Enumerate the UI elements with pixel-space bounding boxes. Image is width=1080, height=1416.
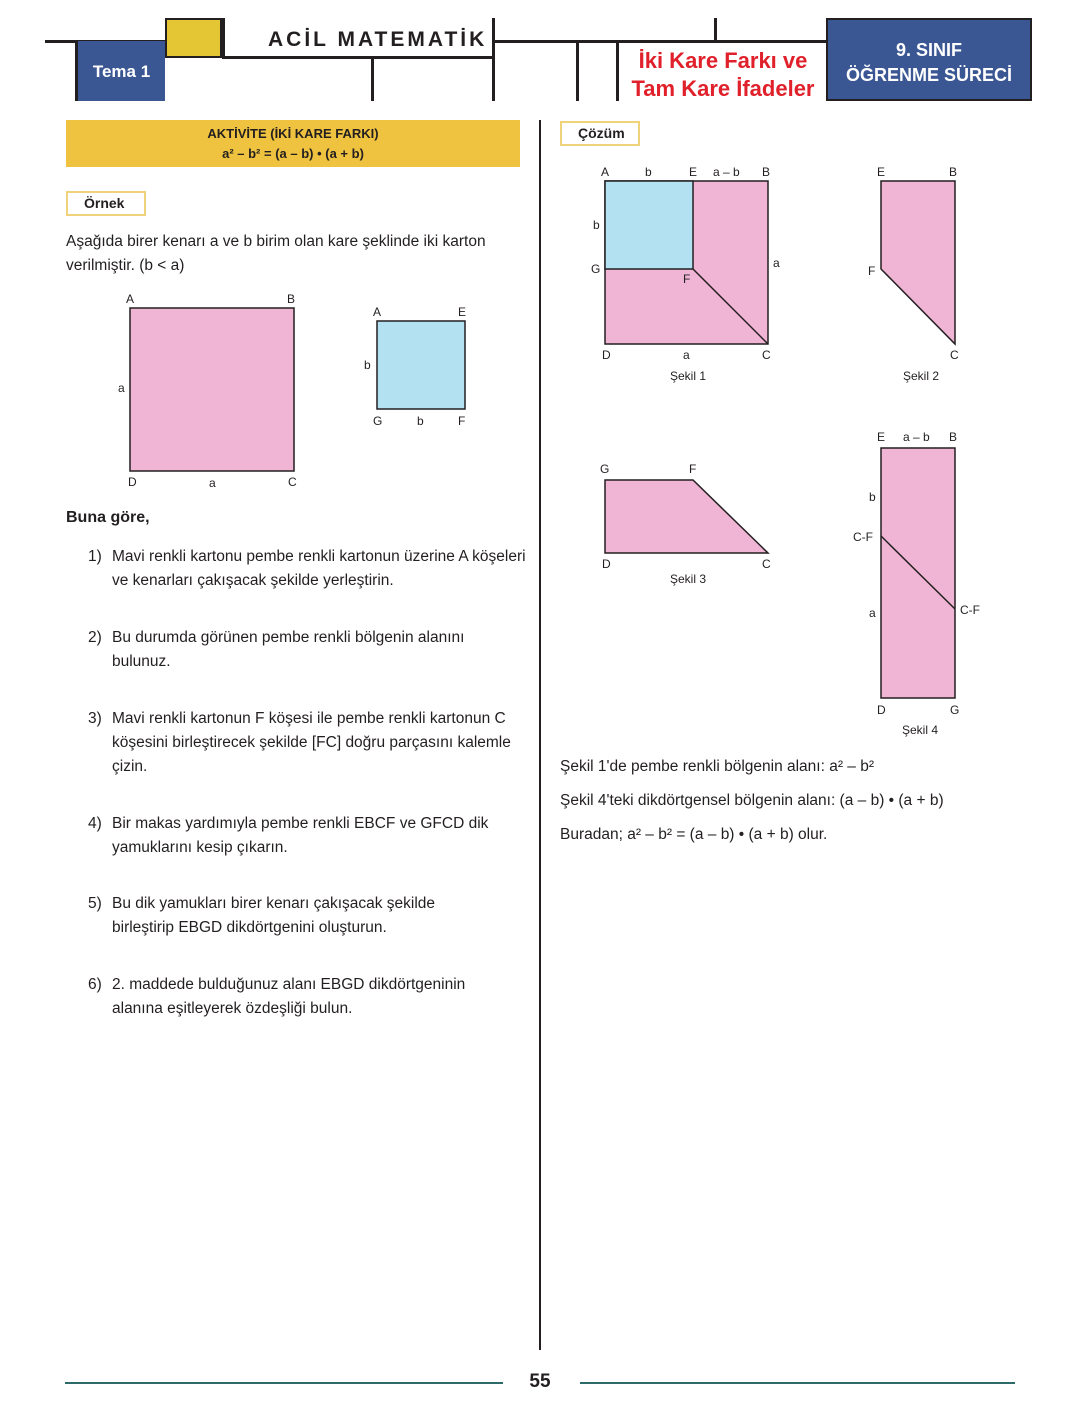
label: b xyxy=(364,358,371,372)
label: b xyxy=(645,165,652,179)
caption: Şekil 3 xyxy=(670,572,707,586)
label: a xyxy=(869,606,876,620)
label: C xyxy=(950,348,959,362)
item-number: 4) xyxy=(88,815,102,832)
caption: Şekil 4 xyxy=(902,723,939,737)
label: B xyxy=(762,165,771,179)
item-number: 5) xyxy=(88,895,102,912)
intro-line: Aşağıda birer kenarı a ve b birim olan kare şeklinde iki karton xyxy=(66,233,486,250)
title-line: İki Kare Farkı ve xyxy=(638,48,808,73)
label: G xyxy=(950,703,960,717)
label: F xyxy=(458,414,466,428)
label: C-F xyxy=(853,530,873,544)
page-number: 55 xyxy=(529,1371,551,1392)
label: D xyxy=(602,557,611,571)
label: a xyxy=(773,256,780,270)
label: C xyxy=(762,348,771,362)
item-number: 2) xyxy=(88,629,102,646)
figure-4 xyxy=(853,430,980,737)
label: C-F xyxy=(960,603,980,617)
pink-square xyxy=(130,308,294,471)
label: E xyxy=(877,165,886,179)
label: a xyxy=(209,476,216,490)
title-line: Tam Kare İfadeler xyxy=(631,76,815,101)
item-text: 2. maddede bulduğunuz alanı EBGD dikdörtgeninin alanına eşitleyerek özdeşliği bulun. xyxy=(112,976,466,1017)
solution-line-3: Buradan; a² – b² = (a – b) • (a + b) olur. xyxy=(560,826,828,843)
caption: Şekil 1 xyxy=(670,369,707,383)
footer-rule xyxy=(65,1382,503,1384)
blue-square-figure xyxy=(364,305,466,428)
grade-line: ÖĞRENME SÜRECİ xyxy=(845,65,1013,85)
solution-label: Çözüm xyxy=(560,121,640,146)
item-number: 1) xyxy=(88,548,102,565)
figure-3 xyxy=(600,462,771,586)
figure-2 xyxy=(868,165,959,383)
example-label: Örnek xyxy=(66,191,146,216)
item-number: 3) xyxy=(88,710,102,727)
label: B xyxy=(949,165,958,179)
tema-label: Tema 1 xyxy=(75,41,165,101)
label: E xyxy=(689,165,698,179)
item-text: Mavi renkli kartonun F köşesi ile pembe renkli kartonun C köşesini birleştirecek şekilde [FC] doğru parçasını kalemle çizin. xyxy=(112,710,511,775)
label: a xyxy=(118,381,125,395)
label: A xyxy=(126,292,135,306)
label: D xyxy=(602,348,611,362)
solution-line-1: Şekil 1'de pembe renkli bölgenin alanı: a² – b² xyxy=(560,758,875,775)
label: E xyxy=(458,305,467,319)
grade-line: 9. SINIF xyxy=(895,40,962,60)
blue-region xyxy=(605,181,693,269)
figure-1 xyxy=(591,165,780,383)
label: G xyxy=(373,414,383,428)
item-text: Bu dik yamukları birer kenarı çakışacak şekilde birleştirip EBGD dikdörtgenini oluşturun. xyxy=(112,895,436,936)
label: A xyxy=(373,305,382,319)
pink-square-figure xyxy=(118,292,297,490)
footer-rule xyxy=(580,1382,1015,1384)
trapezoid-gfcd xyxy=(605,480,768,553)
activity-formula: a² – b² = (a – b) • (a + b) xyxy=(222,146,364,161)
label: F xyxy=(683,272,691,286)
label: G xyxy=(591,262,601,276)
label: b xyxy=(593,218,600,232)
item-number: 6) xyxy=(88,976,102,993)
trapezoid-ebcf xyxy=(881,181,955,344)
label: B xyxy=(287,292,296,306)
label: b xyxy=(869,490,876,504)
logo: ACİL MATEMATİK xyxy=(268,28,488,51)
label: B xyxy=(949,430,958,444)
label: b xyxy=(417,414,424,428)
item-text: Bu durumda görünen pembe renkli bölgenin alanını bulunuz. xyxy=(112,629,465,670)
label: D xyxy=(877,703,886,717)
label: C xyxy=(762,557,771,571)
label: C xyxy=(288,475,297,489)
label: F xyxy=(689,462,697,476)
label: a – b xyxy=(713,165,740,179)
label: G xyxy=(600,462,610,476)
blue-square xyxy=(377,321,465,409)
label: A xyxy=(601,165,610,179)
label: a – b xyxy=(903,430,930,444)
caption: Şekil 2 xyxy=(903,369,940,383)
instructions-heading: Buna göre, xyxy=(66,509,150,526)
item-text: Mavi renkli kartonu pembe renkli kartonun üzerine A köşeleri ve kenarları çakışacak şekilde yerleştirin. xyxy=(112,548,526,589)
label: E xyxy=(877,430,886,444)
solution-line-2: Şekil 4'teki dikdörtgensel bölgenin alanı: (a – b) • (a + b) xyxy=(560,792,944,809)
label: F xyxy=(868,264,876,278)
label: a xyxy=(683,348,690,362)
intro-line: verilmiştir. (b < a) xyxy=(66,257,185,274)
activity-title: AKTİVİTE (İKİ KARE FARKI) xyxy=(207,126,379,141)
item-text: Bir makas yardımıyla pembe renkli EBCF ve GFCD dik yamuklarını kesip çıkarın. xyxy=(112,815,489,856)
label: D xyxy=(128,475,137,489)
